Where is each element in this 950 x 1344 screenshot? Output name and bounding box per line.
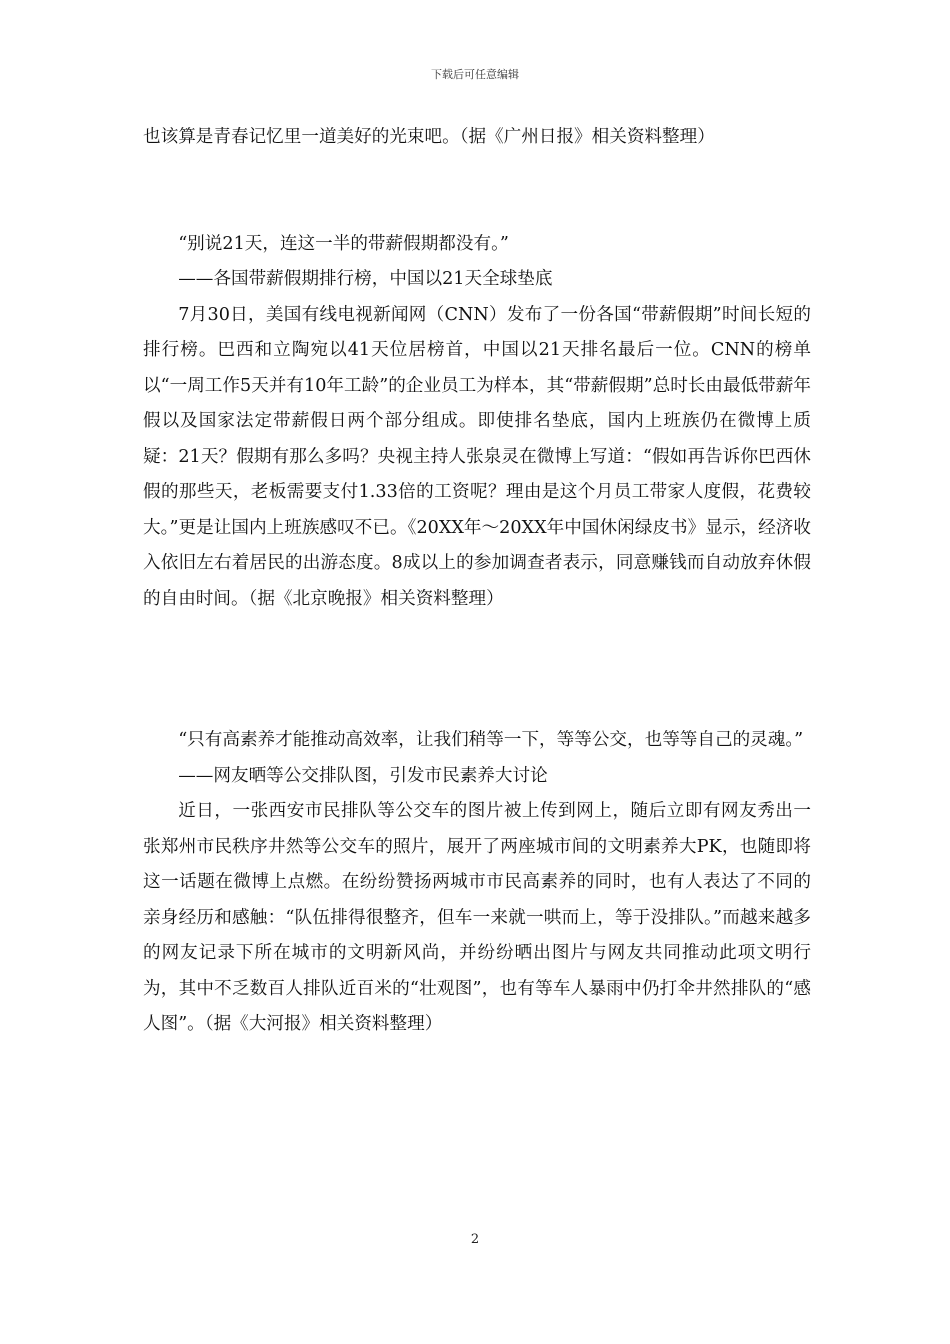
section-body: 近日，一张西安市民排队等公交车的图片被上传到网上，随后立即有网友秀出一张郑州市民秩序井然等公交车的照片，展开了两座城市间的文明素养大PK，也随即将这一话题在微博上点燃。在纷纷赞扬两城市市民高素养的同时，也有人表达了不同的亲身经历和感触：“队伍排得很整齐，但车一来就一哄而上，等于没排队。”而越来越多的网友记录下所在城市的文明新风尚，并纷纷晒出图片与网友共同推动此项文明行为，其中不乏数百人排队近百米的“壮观图”，也有等车人暴雨中仍打伞井然排队的“感人图”。（据《大河报》相关资料整理）: [143, 801, 811, 1034]
document-body: [143, 120, 811, 1043]
section-spacer: [143, 617, 811, 723]
section-body: 7月30日，美国有线电视新闻网（CNN）发布了一份各国“带薪假期”时间长短的排行榜。巴西和立陶宛以41天位居榜首，中国以21天排名最后一位。CNN的榜单以“一周工作5天并有10年工龄”的企业员工为样本，其“带薪假期”总时长由最低带薪年假以及国家法定带薪假日两个部分组成。即使排名垫底，国内上班族仍在微博上质疑：21天？假期有那么多吗？央视主持人张泉灵在微博上写道：“假如再告诉你巴西休假的那些天，老板需要支付1.33倍的工资呢？理由是这个月员工带家人度假，花费较大。”更是让国内上班族感叹不已。《20XX年～20XX年中国休闲绿皮书》显示，经济收入依旧左右着居民的出游态度。8成以上的参加调查者表示，同意赚钱而自动放弃休假的自由时间。（据《北京晚报》相关资料整理）: [143, 304, 811, 609]
page-number: 2: [470, 1232, 480, 1247]
section-subtitle: ——网友晒等公交排队图，引发市民素养大讨论: [178, 765, 548, 786]
page-header: 下载后可任意编辑: [431, 68, 519, 81]
continued-paragraph: 也该算是青春记忆里一道美好的光束吧。（据《广州日报》相关资料整理）: [143, 127, 715, 147]
section-quote: “只有高素养才能推动高效率，让我们稍等一下，等等公交，也等等自己的灵魂。”: [178, 730, 804, 750]
section-subtitle: ——各国带薪假期排行榜，中国以21天全球垫底: [178, 269, 553, 289]
section-quote: “别说21天，连这一半的带薪假期都没有。”: [178, 233, 509, 254]
section-spacer: [143, 156, 811, 227]
